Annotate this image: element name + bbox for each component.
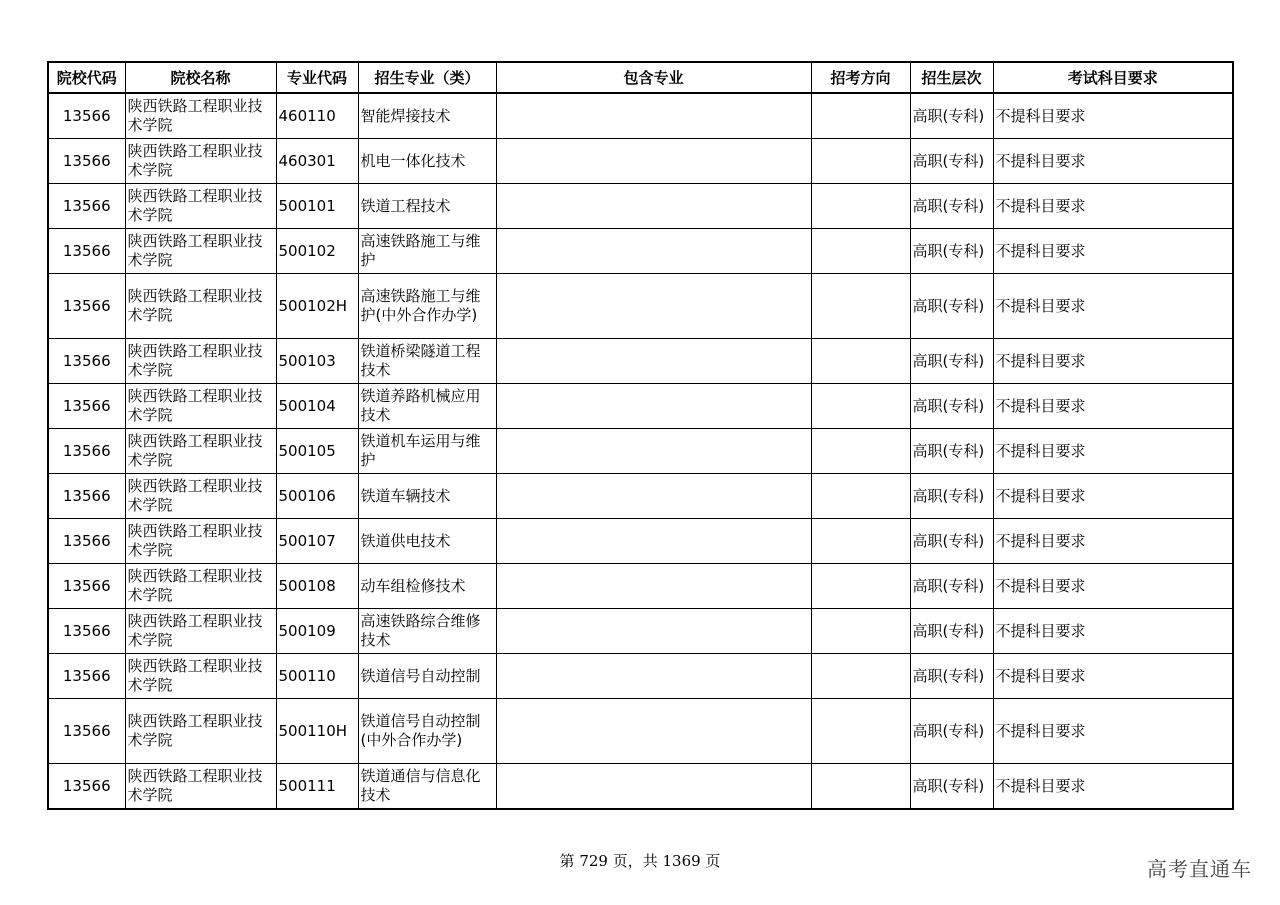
cell-major-code: 500109 <box>276 609 358 654</box>
cell-school-name: 陕西铁路工程职业技术学院 <box>125 384 276 429</box>
cell-school-name: 陕西铁路工程职业技术学院 <box>125 764 276 810</box>
cell-major-code: 500102H <box>276 274 358 339</box>
watermark-logo: 高考直通车 <box>1147 857 1252 881</box>
cell-subject-requirement: 不提科目要求 <box>993 519 1233 564</box>
cell-school-code: 13566 <box>48 764 125 810</box>
header-major-name: 招生专业（类） <box>358 62 496 93</box>
table-row <box>48 184 1233 229</box>
cell-school-name: 陕西铁路工程职业技术学院 <box>125 699 276 764</box>
table-row <box>48 229 1233 274</box>
cell-subject-requirement: 不提科目要求 <box>993 564 1233 609</box>
table-row <box>48 519 1233 564</box>
cell-included-majors <box>496 139 811 184</box>
cell-school-name: 陕西铁路工程职业技术学院 <box>125 519 276 564</box>
cell-major-name: 机电一体化技术 <box>358 139 496 184</box>
cell-school-code: 13566 <box>48 93 125 139</box>
cell-included-majors <box>496 474 811 519</box>
cell-major-name: 动车组检修技术 <box>358 564 496 609</box>
cell-included-majors <box>496 339 811 384</box>
cell-included-majors <box>496 564 811 609</box>
cell-school-code: 13566 <box>48 274 125 339</box>
cell-direction <box>811 139 910 184</box>
cell-subject-requirement: 不提科目要求 <box>993 139 1233 184</box>
cell-school-name: 陕西铁路工程职业技术学院 <box>125 474 276 519</box>
cell-school-name: 陕西铁路工程职业技术学院 <box>125 609 276 654</box>
cell-school-code: 13566 <box>48 184 125 229</box>
cell-major-code: 500101 <box>276 184 358 229</box>
cell-major-code: 500106 <box>276 474 358 519</box>
table-row <box>48 764 1233 810</box>
cell-subject-requirement: 不提科目要求 <box>993 654 1233 699</box>
cell-direction <box>811 519 910 564</box>
cell-included-majors <box>496 609 811 654</box>
cell-subject-requirement: 不提科目要求 <box>993 274 1233 339</box>
cell-school-name: 陕西铁路工程职业技术学院 <box>125 654 276 699</box>
cell-major-name: 铁道工程技术 <box>358 184 496 229</box>
cell-level: 高职(专科) <box>910 429 993 474</box>
cell-included-majors <box>496 519 811 564</box>
cell-included-majors <box>496 699 811 764</box>
header-subject-requirement: 考试科目要求 <box>993 62 1233 93</box>
cell-major-name: 铁道通信与信息化技术 <box>358 764 496 810</box>
cell-school-code: 13566 <box>48 429 125 474</box>
cell-major-code: 460301 <box>276 139 358 184</box>
cell-subject-requirement: 不提科目要求 <box>993 384 1233 429</box>
cell-included-majors <box>496 384 811 429</box>
cell-major-code: 500108 <box>276 564 358 609</box>
cell-major-name: 智能焊接技术 <box>358 93 496 139</box>
cell-direction <box>811 564 910 609</box>
cell-school-code: 13566 <box>48 609 125 654</box>
cell-included-majors <box>496 93 811 139</box>
cell-level: 高职(专科) <box>910 764 993 810</box>
cell-level: 高职(专科) <box>910 184 993 229</box>
cell-school-code: 13566 <box>48 654 125 699</box>
cell-school-code: 13566 <box>48 699 125 764</box>
cell-school-name: 陕西铁路工程职业技术学院 <box>125 339 276 384</box>
page-number: 第 729 页，共 1369 页 <box>559 852 721 870</box>
cell-school-name: 陕西铁路工程职业技术学院 <box>125 93 276 139</box>
cell-subject-requirement: 不提科目要求 <box>993 764 1233 810</box>
cell-subject-requirement: 不提科目要求 <box>993 229 1233 274</box>
cell-direction <box>811 429 910 474</box>
cell-subject-requirement: 不提科目要求 <box>993 184 1233 229</box>
table-row <box>48 339 1233 384</box>
header-direction: 招考方向 <box>811 62 910 93</box>
cell-level: 高职(专科) <box>910 229 993 274</box>
table-row <box>48 93 1233 139</box>
cell-major-name: 铁道养路机械应用技术 <box>358 384 496 429</box>
cell-school-name: 陕西铁路工程职业技术学院 <box>125 139 276 184</box>
table-row <box>48 474 1233 519</box>
cell-major-code: 500110 <box>276 654 358 699</box>
cell-major-code: 500111 <box>276 764 358 810</box>
table-row <box>48 609 1233 654</box>
cell-direction <box>811 93 910 139</box>
cell-school-code: 13566 <box>48 229 125 274</box>
cell-included-majors <box>496 429 811 474</box>
cell-school-name: 陕西铁路工程职业技术学院 <box>125 274 276 339</box>
cell-major-name: 铁道信号自动控制(中外合作办学) <box>358 699 496 764</box>
cell-direction <box>811 474 910 519</box>
cell-direction <box>811 699 910 764</box>
cell-level: 高职(专科) <box>910 609 993 654</box>
cell-included-majors <box>496 184 811 229</box>
cell-school-name: 陕西铁路工程职业技术学院 <box>125 229 276 274</box>
cell-subject-requirement: 不提科目要求 <box>993 474 1233 519</box>
table-header-row <box>48 62 1233 93</box>
cell-included-majors <box>496 274 811 339</box>
cell-direction <box>811 384 910 429</box>
cell-level: 高职(专科) <box>910 564 993 609</box>
cell-school-code: 13566 <box>48 564 125 609</box>
cell-level: 高职(专科) <box>910 339 993 384</box>
cell-school-code: 13566 <box>48 139 125 184</box>
table-row <box>48 429 1233 474</box>
cell-major-name: 铁道桥梁隧道工程技术 <box>358 339 496 384</box>
cell-direction <box>811 229 910 274</box>
cell-school-name: 陕西铁路工程职业技术学院 <box>125 184 276 229</box>
table-row <box>48 384 1233 429</box>
cell-major-code: 500110H <box>276 699 358 764</box>
cell-level: 高职(专科) <box>910 699 993 764</box>
cell-direction <box>811 764 910 810</box>
cell-school-code: 13566 <box>48 474 125 519</box>
cell-direction <box>811 654 910 699</box>
header-included-majors: 包含专业 <box>496 62 811 93</box>
header-major-code: 专业代码 <box>276 62 358 93</box>
table-row <box>48 274 1233 339</box>
table-body <box>48 93 1233 809</box>
cell-subject-requirement: 不提科目要求 <box>993 609 1233 654</box>
cell-major-code: 500104 <box>276 384 358 429</box>
cell-school-name: 陕西铁路工程职业技术学院 <box>125 429 276 474</box>
header-school-name: 院校名称 <box>125 62 276 93</box>
admissions-table <box>47 61 1234 810</box>
header-level: 招生层次 <box>910 62 993 93</box>
cell-subject-requirement: 不提科目要求 <box>993 93 1233 139</box>
cell-major-name: 高速铁路综合维修技术 <box>358 609 496 654</box>
cell-level: 高职(专科) <box>910 274 993 339</box>
cell-level: 高职(专科) <box>910 519 993 564</box>
table-row <box>48 654 1233 699</box>
cell-level: 高职(专科) <box>910 654 993 699</box>
cell-major-code: 460110 <box>276 93 358 139</box>
cell-subject-requirement: 不提科目要求 <box>993 429 1233 474</box>
cell-subject-requirement: 不提科目要求 <box>993 339 1233 384</box>
cell-level: 高职(专科) <box>910 474 993 519</box>
cell-major-code: 500102 <box>276 229 358 274</box>
cell-subject-requirement: 不提科目要求 <box>993 699 1233 764</box>
cell-school-code: 13566 <box>48 519 125 564</box>
cell-major-name: 高速铁路施工与维护 <box>358 229 496 274</box>
cell-major-name: 铁道机车运用与维护 <box>358 429 496 474</box>
cell-major-name: 铁道供电技术 <box>358 519 496 564</box>
table-row <box>48 699 1233 764</box>
cell-direction <box>811 184 910 229</box>
cell-direction <box>811 609 910 654</box>
table-row <box>48 564 1233 609</box>
cell-level: 高职(专科) <box>910 139 993 184</box>
cell-major-code: 500103 <box>276 339 358 384</box>
cell-direction <box>811 274 910 339</box>
cell-major-code: 500105 <box>276 429 358 474</box>
cell-included-majors <box>496 654 811 699</box>
header-school-code: 院校代码 <box>48 62 125 93</box>
cell-major-name: 铁道信号自动控制 <box>358 654 496 699</box>
cell-level: 高职(专科) <box>910 93 993 139</box>
cell-major-name: 高速铁路施工与维护(中外合作办学) <box>358 274 496 339</box>
cell-major-name: 铁道车辆技术 <box>358 474 496 519</box>
cell-included-majors <box>496 229 811 274</box>
cell-major-code: 500107 <box>276 519 358 564</box>
cell-school-code: 13566 <box>48 384 125 429</box>
cell-direction <box>811 339 910 384</box>
cell-school-code: 13566 <box>48 339 125 384</box>
cell-included-majors <box>496 764 811 810</box>
table-row <box>48 139 1233 184</box>
cell-level: 高职(专科) <box>910 384 993 429</box>
cell-school-name: 陕西铁路工程职业技术学院 <box>125 564 276 609</box>
